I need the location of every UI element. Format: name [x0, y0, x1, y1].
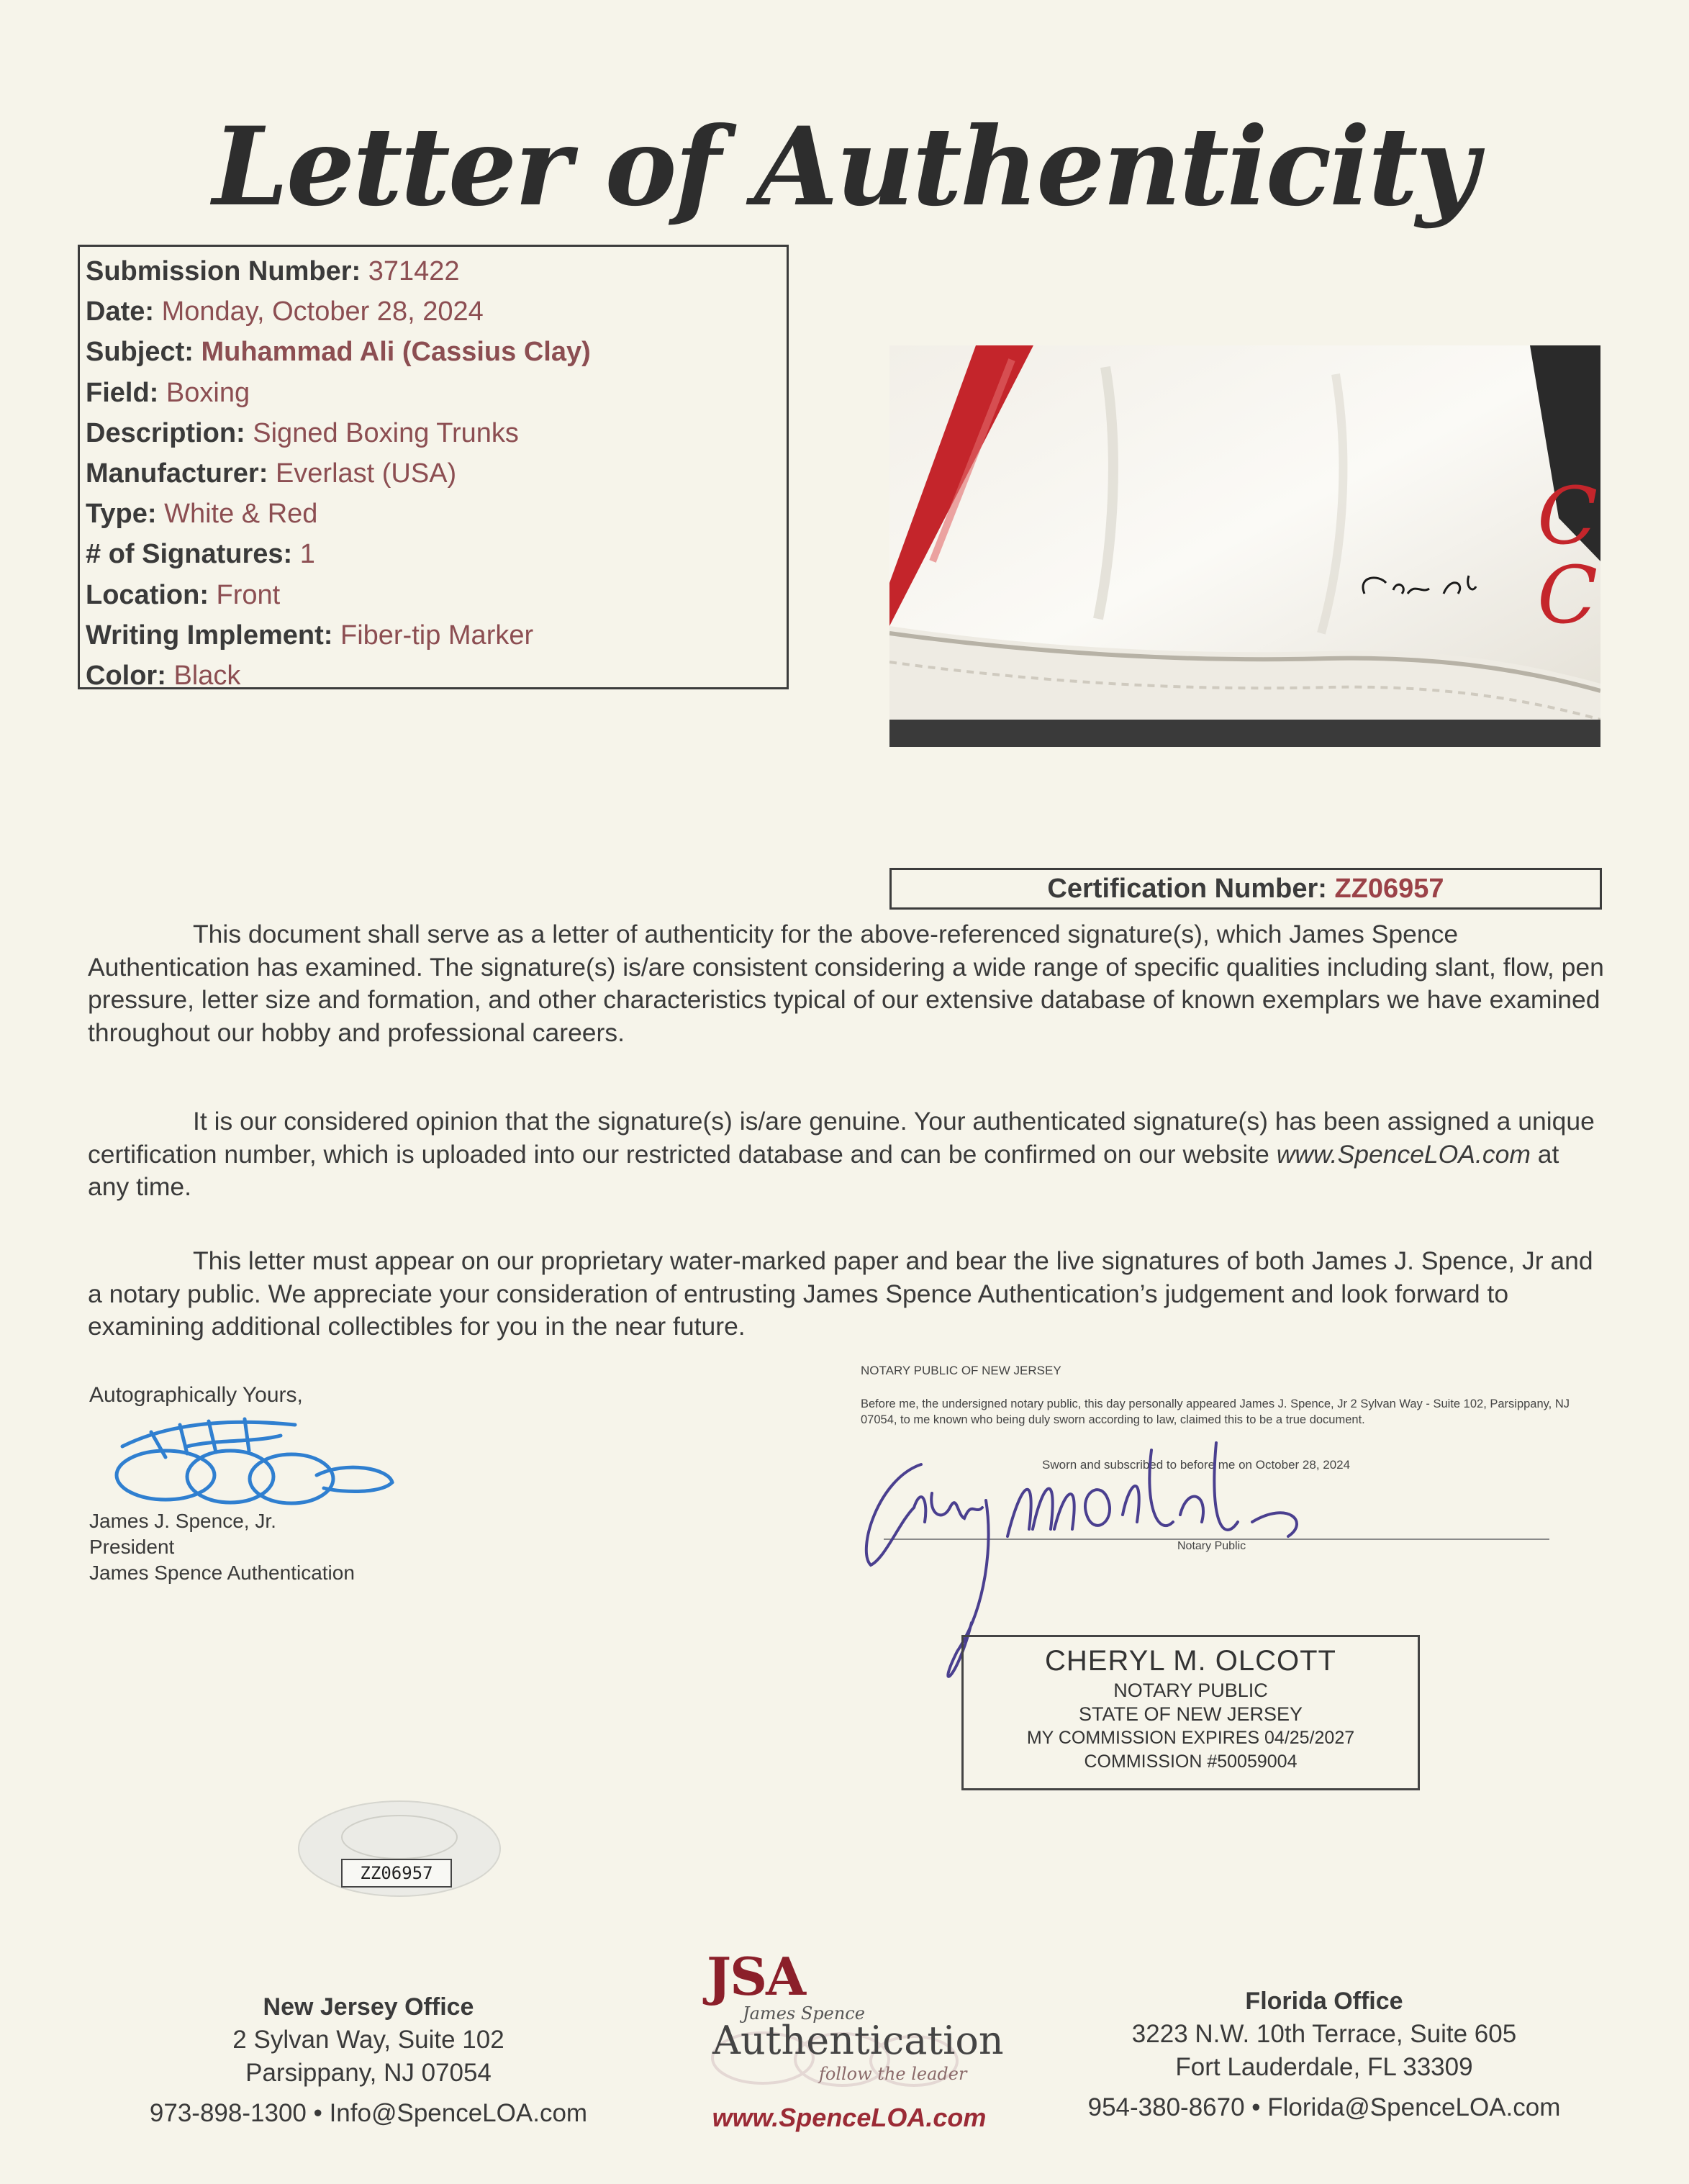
detail-row: [86, 413, 787, 453]
detail-value: Muhammad Ali (Cassius Clay): [201, 337, 591, 368]
paragraph-2-text-a: It is our considered opinion that the signature(s) is/are genuine. Your authenticated signature(s) has been assigned a unique certification number, which is uploaded into our restricted database and can be confirmed on our website: [88, 1107, 1595, 1169]
notary-stamp: [961, 1635, 1420, 1790]
detail-value: 371422: [368, 256, 460, 286]
signer-company: James Spence Authentication: [89, 1562, 355, 1584]
detail-value: Black: [173, 661, 241, 692]
paragraph-1: [88, 918, 1606, 1049]
detail-value: Boxing: [166, 377, 250, 408]
detail-label: # of Signatures:: [86, 539, 293, 570]
boxing-trunks-image: [889, 345, 1600, 747]
notary-sworn: Sworn and subscribed to before me on October 28, 2024: [1042, 1458, 1351, 1472]
detail-value: Everlast (USA): [275, 458, 457, 489]
notary-text: Before me, the undersigned notary public, this day personally appeared James J. Spence, Jr 2 Sylvan Way - Suite 102, Parsippany, NJ 07054, to me known who being duly sworn according to law, claimed this to be a true document.: [861, 1397, 1570, 1426]
paragraph-2: [88, 1105, 1606, 1204]
detail-value: Monday, October 28, 2024: [161, 296, 484, 327]
jsa-logo-name: Authentication: [712, 2018, 1004, 2063]
nj-office-contact: 973-898-1300 • Info@SpenceLOA.com: [149, 2099, 588, 2127]
detail-value: White & Red: [164, 499, 318, 530]
certification-number: ZZ06957: [1334, 874, 1444, 904]
signer-block: [89, 1508, 355, 1586]
detail-label: Field:: [86, 377, 159, 408]
footer-website-link[interactable]: www.SpenceLOA.com: [712, 2103, 987, 2132]
notary-line-label: Notary Public: [1177, 1540, 1246, 1552]
signer-name: James J. Spence, Jr.: [89, 1510, 276, 1532]
signer-title: President: [89, 1536, 175, 1558]
nj-office: [81, 1990, 656, 2130]
stamp-line-2: STATE OF NEW JERSEY: [1078, 1703, 1303, 1725]
detail-row: [86, 534, 787, 574]
stamp-line-3: MY COMMISSION EXPIRES 04/25/2027: [1026, 1728, 1355, 1748]
nj-office-name: New Jersey Office: [263, 1993, 474, 2021]
detail-label: Subject:: [86, 337, 194, 368]
detail-value: Fiber-tip Marker: [340, 620, 534, 651]
paragraph-3: [88, 1245, 1606, 1344]
detail-label: Writing Implement:: [86, 620, 333, 651]
nj-office-line2: Parsippany, NJ 07054: [245, 2059, 492, 2087]
closing-text: Autographically Yours,: [89, 1383, 303, 1407]
detail-value: 1: [299, 539, 315, 570]
hologram-number: ZZ06957: [341, 1859, 452, 1888]
detail-row: [86, 332, 787, 372]
detail-row: [86, 494, 787, 534]
detail-label: Location:: [86, 579, 209, 610]
certification-box: [889, 868, 1602, 910]
stamp-name: CHERYL M. OLCOTT: [1045, 1645, 1336, 1677]
detail-label: Manufacturer:: [86, 458, 268, 489]
detail-row: [86, 291, 787, 332]
detail-row: [86, 453, 787, 494]
stamp-line-1: NOTARY PUBLIC: [1113, 1680, 1268, 1701]
detail-label: Date:: [86, 296, 155, 327]
detail-value: Front: [216, 579, 281, 610]
fl-office-line2: Fort Lauderdale, FL 33309: [1175, 2053, 1473, 2081]
detail-row: [86, 615, 787, 656]
jsa-logo-tagline: follow the leader: [819, 2064, 967, 2084]
spence-signature: [108, 1403, 403, 1511]
detail-label: Description:: [86, 417, 245, 448]
jsa-logo-sub: James Spence: [743, 2003, 865, 2024]
paragraph-2-text-b: at any time.: [88, 1139, 1559, 1201]
detail-row: [86, 575, 787, 615]
jsa-logo-mark: JSA: [707, 1946, 805, 2007]
detail-label: Submission Number:: [86, 256, 361, 286]
paragraph-3-text: This letter must appear on our proprietary water-marked paper and bear the live signatures of both James J. Spence, Jr and a notary public. We appreciate your consideration of entrusting James Spence Authentication’s judgement and look forward to examining additional collectibles for you in the near future.: [88, 1246, 1593, 1341]
detail-row: [86, 373, 787, 413]
detail-label: Type:: [86, 499, 157, 530]
notary-heading: NOTARY PUBLIC OF NEW JERSEY: [861, 1364, 1061, 1377]
paragraph-1-text: This document shall serve as a letter of authenticity for the above-referenced signature(s), which James Spence Authentication has examined. The signature(s) is/are consistent considering a wide range of specific qualities including slant, flow, pen pressure, letter size and formation, and other characteristics typical of our extensive database of known exemplars we have examined throughout our hobby and professional careers.: [88, 920, 1604, 1047]
detail-row: [86, 656, 787, 696]
fl-office-line1: 3223 N.W. 10th Terrace, Suite 605: [1131, 2020, 1517, 2048]
item-photo: [889, 345, 1600, 747]
stamp-line-4: COMMISSION #50059004: [1084, 1752, 1298, 1772]
fl-office-name: Florida Office: [1245, 1988, 1403, 2015]
website-link[interactable]: www.SpenceLOA.com: [1276, 1139, 1531, 1169]
fl-office-contact: 954-380-8670 • Florida@SpenceLOA.com: [1087, 2093, 1561, 2121]
svg-text:C: C: [1537, 549, 1598, 641]
nj-office-line1: 2 Sylvan Way, Suite 102: [232, 2026, 504, 2054]
certification-label: Certification Number:: [1047, 874, 1327, 904]
detail-label: Color:: [86, 661, 166, 692]
detail-value: Signed Boxing Trunks: [253, 417, 519, 448]
detail-row: [86, 251, 787, 291]
page-title: Letter of Authenticity: [212, 104, 1477, 230]
details-box: [78, 245, 789, 692]
svg-text:C: C: [1537, 470, 1598, 562]
fl-office: [1022, 1985, 1626, 2124]
